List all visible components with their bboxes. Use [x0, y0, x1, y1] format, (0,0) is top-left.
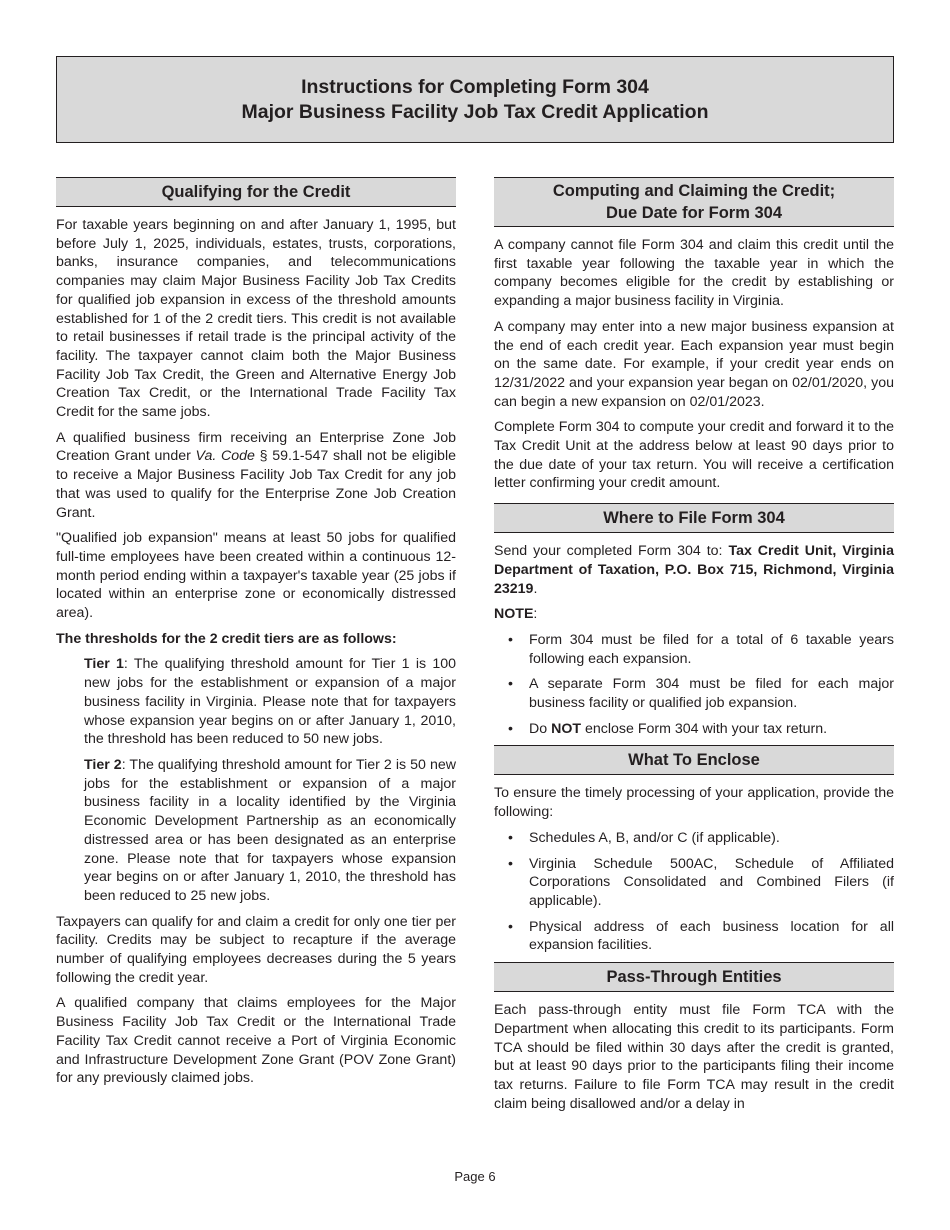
- list-item: • Virginia Schedule 500AC, Schedule of Affiliated Corporations Consolidated and Combined Filers (if applicable).: [494, 855, 894, 911]
- pass-through-paragraph: Each pass-through entity must file Form TCA with the Department when allocating this credit to its participants. Form TCA should be filed within 30 days after the credit is granted, but at least 90 days prior to the participants filing their income tax returns. Failure to file Form TCA may result in the credit claim being disallowed and/or a delay in: [494, 1002, 894, 1112]
- qualifying-paragraph-2: A qualified business firm receiving an Enterprise Zone Job Creation Grant under Va. Code § 59.1-547 shall not be eligible to receive a Major Business Facility Job Tax Credit for any job that was used to qualify for the Enterprise Zone Job Creation Grant.: [56, 429, 456, 521]
- tier-2-description: Tier 2: The qualifying threshold amount for Tier 2 is 50 new jobs for the establishment or expansion of a major business facility in a locality identified by the Virginia Economic Development Partnership as an economically distressed area or has been designated as an enterprise zone. Please note that for taxpayers whose expansion year begins on or after January 1, 2010, the threshold has been reduced to 25 new jobs.: [84, 756, 456, 904]
- form-title-line2: Major Business Facility Job Tax Credit Application: [241, 100, 709, 123]
- thresholds-heading: The thresholds for the 2 credit tiers are as follows:: [56, 630, 397, 647]
- computing-paragraph-1: A company cannot file Form 304 and claim this credit until the first taxable year following the taxable year in which the company becomes eligible for the credit by establishing or expanding a major business facility in Virginia.: [494, 237, 894, 310]
- page-number: Page 6: [454, 1169, 496, 1184]
- va-code-citation: Va. Code: [195, 448, 255, 465]
- form-title-line1: Instructions for Completing Form 304: [301, 75, 649, 98]
- right-column: [494, 177, 894, 1120]
- where-to-file-paragraph: Send your completed Form 304 to: Tax Credit Unit, Virginia Department of Taxation, P.O. Box 715, Richmond, Virginia 23219.: [494, 543, 894, 597]
- list-item: • Do NOT enclose Form 304 with your tax return.: [494, 720, 894, 739]
- tier-1-label: Tier 1: [84, 656, 124, 673]
- computing-paragraph-2: A company may enter into a new major business expansion at the end of each credit year. Each expansion year must begin on the same date. For example, if your credit year ends on 12/31/2022 and your expansion year began on 02/01/2020, you can begin a new expansion on 02/01/2023.: [494, 318, 894, 410]
- note-list: [494, 631, 894, 739]
- section-heading-pass-through: Pass-Through Entities: [494, 962, 894, 992]
- computing-paragraph-3: Complete Form 304 to compute your credit and forward it to the Tax Credit Unit at the address below at least 90 days prior to the due date of your tax return. You will receive a certification letter confirming your credit amount.: [494, 419, 894, 492]
- tier-2-label: Tier 2: [84, 756, 122, 773]
- section-heading-where-to-file: Where to File Form 304: [494, 503, 894, 533]
- qualifying-paragraph-1: For taxable years beginning on and after January 1, 1995, but before July 1, 2025, individuals, estates, trusts, corporations, banks, insurance companies, and telecommunications companies may claim Major Business Facility Job Tax Credits for qualified job expansion in excess of the threshold amounts established for 1 of the 2 credit tiers. This credit is not available to retail businesses if retail trade is the principal activity of the facility. The taxpayer cannot claim both the Major Business Facility Job Tax Credit, the Green and Alternative Energy Job Creation Tax Credit, or the International Trade Facility Tax Credit for the same jobs.: [56, 217, 456, 421]
- list-item: • A separate Form 304 must be filed for each major business facility or qualified job expansion.: [494, 675, 894, 712]
- enclose-list: [494, 829, 894, 955]
- note-label: NOTE:: [494, 606, 538, 623]
- list-item: • Schedules A, B, and/or C (if applicable).: [494, 829, 894, 848]
- qualifying-paragraph-4: Taxpayers can qualify for and claim a credit for only one tier per facility. Credits may be subject to recapture if the average number of qualifying employees decreases during the 5 years following the credit year.: [56, 913, 456, 986]
- section-heading-what-to-enclose: What To Enclose: [494, 745, 894, 775]
- left-column: [56, 177, 456, 1095]
- section-heading-computing: Computing and Claiming the Credit; Due Date for Form 304: [494, 177, 894, 227]
- qualifying-paragraph-3: "Qualified job expansion" means at least 50 jobs for qualified full-time employees have been created within a continuous 12-month period ending within a taxpayer's taxable year (25 jobs if located within an enterprise zone or economically distressed area).: [56, 530, 456, 622]
- list-item: • Physical address of each business location for all expansion facilities.: [494, 918, 894, 955]
- tier-1-description: Tier 1: The qualifying threshold amount for Tier 1 is 100 new jobs for the establishment or expansion of a major business facility in Virginia. Please note that for taxpayers whose expansion year begins on or after January 1, 2010, the threshold has been reduced to 50 new jobs.: [84, 656, 456, 748]
- qualifying-paragraph-5: A qualified company that claims employees for the Major Business Facility Job Tax Credit or the International Trade Facility Tax Credit cannot receive a Port of Virginia Economic and Infrastructure Development Zone Grant (POV Zone Grant) for any previously claimed jobs.: [56, 995, 456, 1087]
- mailing-address: Tax Credit Unit, Virginia Department of Taxation, P.O. Box 715, Richmond, Virginia 23219: [494, 543, 894, 597]
- enclose-intro: To ensure the timely processing of your application, provide the following:: [494, 785, 894, 821]
- form-title-box: [56, 56, 894, 143]
- section-heading-qualifying: Qualifying for the Credit: [56, 177, 456, 207]
- list-item: • Form 304 must be filed for a total of 6 taxable years following each expansion.: [494, 631, 894, 668]
